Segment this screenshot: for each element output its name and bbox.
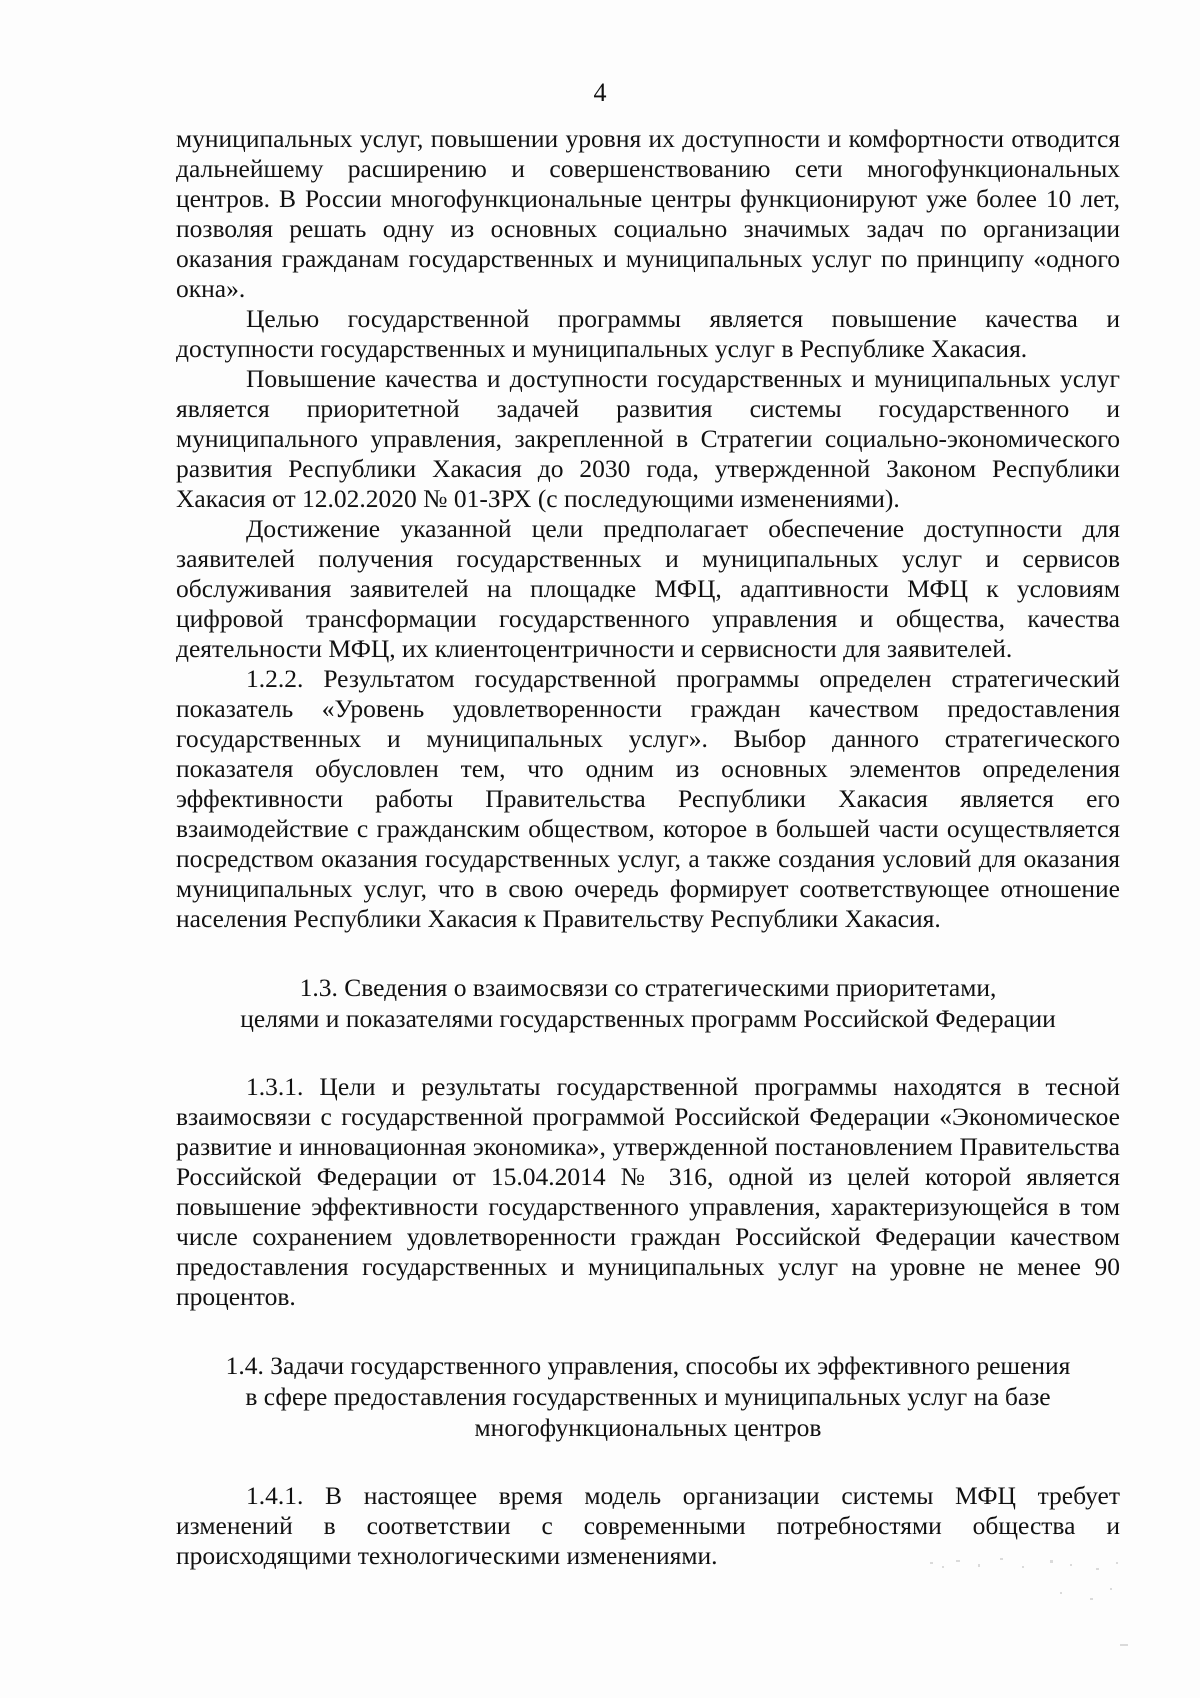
paragraph-1-4-1: 1.4.1. В настоящее время модель организации системы МФЦ требует изменений в соответствии с современными потребностями общества и происходящими технологическими изменениями. [176,1481,1120,1570]
paragraph-goal-achievement: Достижение указанной цели предполагает обеспечение доступности для заявителей получения государственных и муниципальных услуг и сервисов обслуживания заявителей на площадке МФЦ, адаптивности МФЦ к условиям цифровой трансформации государственного управления и общества, качества деятельности МФЦ, их клиентоцентричности и сервисности для заявителей. [176,514,1120,663]
scan-artifact-icon [920,1548,1140,1658]
section-heading-1-4-line3: многофункциональных центров [474,1413,822,1442]
paragraph-1-2-2: 1.2.2. Результатом государственной программы определен стратегический показатель «Уровень удовлетворенности граждан качеством предоставления государственных и муниципальных услуг». Выбор данного стратегического показателя обусловлен тем, что одним из основных элементов определения эффективности работы Правительства Республики Хакасия является его взаимодействие с гражданским обществом, которое в большей части осуществляется посредством оказания государственных услуг, а также создания условий для оказания муниципальных услуг, что в свою очередь формирует соответствующее отношение населения Республики Хакасия к Правительству Республики Хакасия. [176,664,1120,933]
spacer [176,1034,1120,1072]
spacer [176,934,1120,972]
paragraph-program-goal: Целью государственной программы является повышение качества и доступности государственных и муниципальных услуг в Республике Хакасия. [176,304,1120,363]
section-heading-1-4-line2: в сфере предоставления государственных и муниципальных услуг на базе [245,1382,1051,1411]
section-heading-1-4-line1: 1.4. Задачи государственного управления, способы их эффективного решения [225,1351,1071,1380]
spacer [176,1312,1120,1350]
paragraph-continuation: муниципальных услуг, повышении уровня их доступности и комфортности отводится дальнейшему расширению и совершенствованию сети многофункциональных центров. В России многофункциональные центры функционируют уже более 10 лет, позволяя решать одну из основных социально значимых задач по организации оказания гражданам государственных и муниципальных услуг по принципу «одного окна». [176,124,1120,303]
paragraph-1-3-1: 1.3.1. Цели и результаты государственной программы находятся в тесной взаимосвязи с государственной программой Российской Федерации «Экономическое развитие и инновационная экономика», утвержденной постановлением Правительства Российской Федерации от 15.04.2014 № 316, одной из целей которой является повышение эффективности государственного управления, характеризующейся в том числе сохранением удовлетворенности граждан Российской Федерации качеством предоставления государственных и муниципальных услуг на уровне не менее 90 процентов. [176,1072,1120,1311]
page-number: 4 [593,78,607,107]
document-body [176,124,1120,1571]
section-heading-1-3-line2: целями и показателями государственных программ Российской Федерации [240,1004,1056,1033]
spacer [176,1443,1120,1481]
section-heading-1-3-line1: 1.3. Сведения о взаимосвязи со стратегическими приоритетами, [299,973,997,1002]
paragraph-priority-task: Повышение качества и доступности государственных и муниципальных услуг является приоритетной задачей развития системы государственного и муниципального управления, закрепленной в Стратегии социально-экономического развития Республики Хакасия до 2030 года, утвержденной Законом Республики Хакасия от 12.02.2020 № 01-ЗРХ (с последующими изменениями). [176,364,1120,513]
